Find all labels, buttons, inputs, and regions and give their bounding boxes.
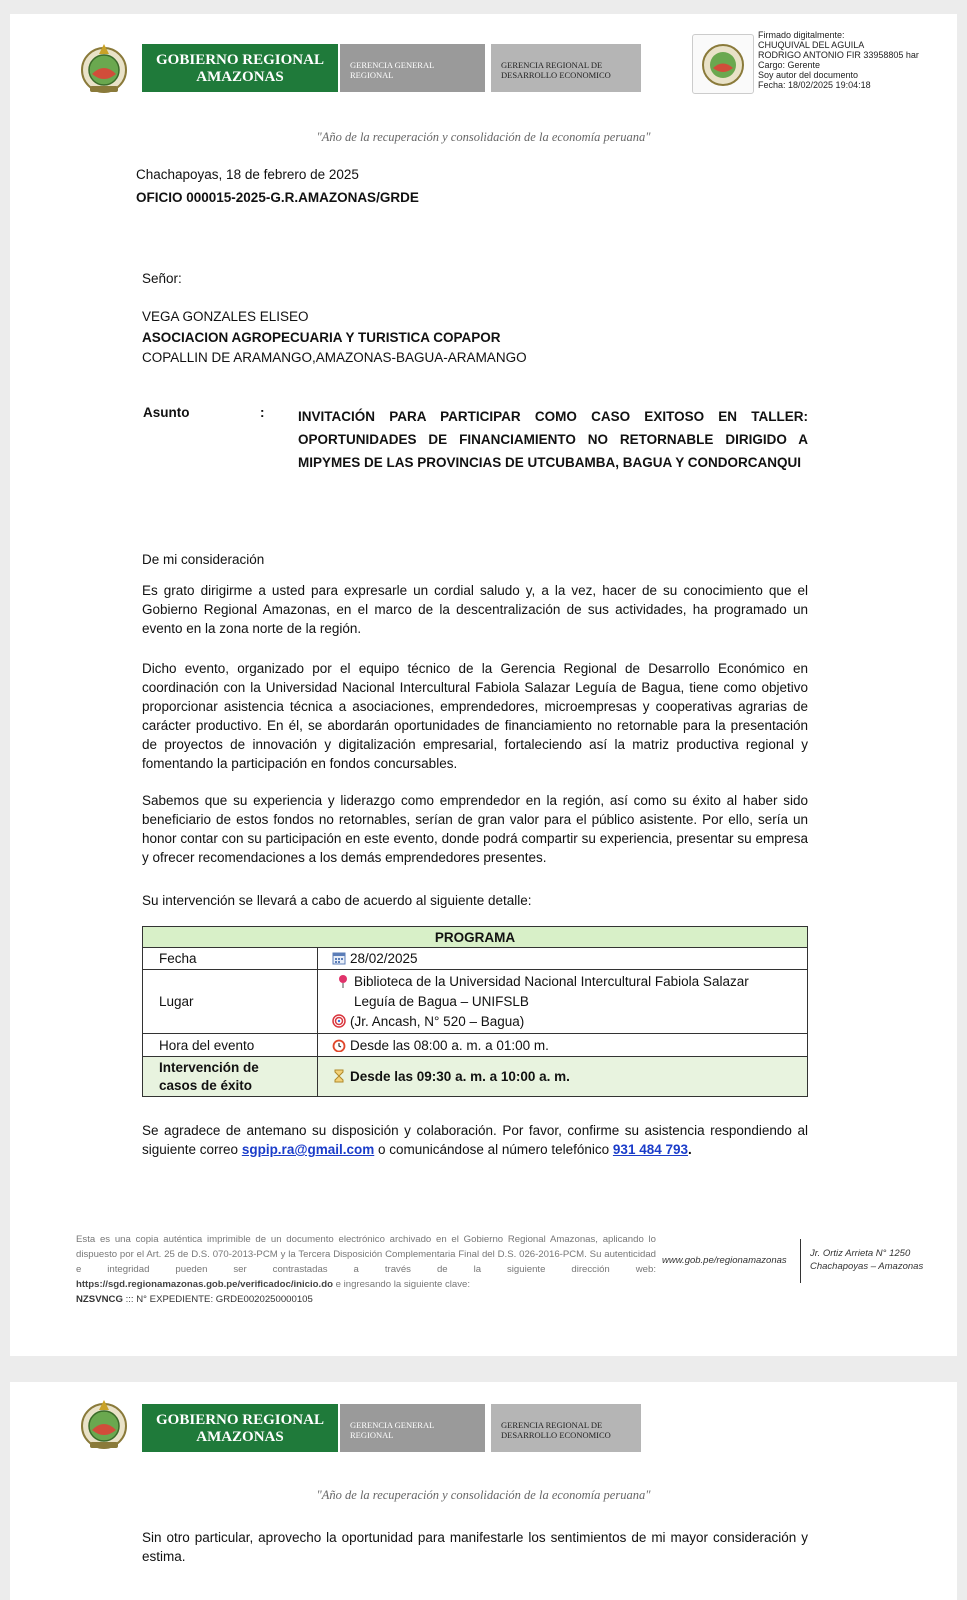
- verify-url-link[interactable]: https://sgd.regionamazonas.gob.pe/verificadoc/inicio.do: [76, 1279, 333, 1290]
- header-dept-general-line1: GERENCIA GENERAL: [350, 1420, 435, 1430]
- intervention-label-line1: Intervención de: [159, 1059, 259, 1075]
- place-line-1-wrap: [332, 972, 807, 992]
- header-entity-line1: GOBIERNO REGIONAL: [156, 52, 324, 68]
- signature-seal-box: [692, 34, 754, 94]
- header-entity-line2: AMAZONAS: [196, 69, 284, 86]
- recipient-organization: ASOCIACION AGROPECUARIA Y TURISTICA COPAPOR: [142, 330, 501, 345]
- program-row-date: [143, 948, 808, 970]
- header-dept-economic: [491, 1404, 641, 1452]
- program-row-time: [143, 1034, 808, 1057]
- header-dept-general: [340, 44, 485, 92]
- verification-key: NZSVNCG: [76, 1294, 123, 1305]
- header-dept-general: [340, 1404, 485, 1452]
- closing-paragraph: [142, 1121, 808, 1159]
- subject-label: Asunto: [143, 405, 190, 420]
- header-entity-box: [142, 44, 338, 92]
- footer-address: [810, 1247, 923, 1273]
- authenticity-notice: [76, 1232, 656, 1307]
- place-label: Lugar: [143, 970, 318, 1034]
- signature-line: CHUQUIVAL DEL AGUILA: [758, 40, 865, 50]
- recipient-name: VEGA GONZALES ELISEO: [142, 309, 309, 324]
- expediente-number: ::: N° EXPEDIENTE: GRDE0020250000105: [122, 1294, 313, 1305]
- regional-seal-icon: [78, 1396, 130, 1452]
- program-row-place: [143, 970, 808, 1034]
- closing-text-2: o comunicándose al número telefónico: [374, 1142, 613, 1157]
- date-label: Fecha: [143, 948, 318, 970]
- time-value: Desde las 08:00 a. m. a 01:00 m.: [350, 1037, 549, 1053]
- intervention-label: [143, 1057, 318, 1097]
- regional-seal-icon: [78, 40, 130, 96]
- signature-line: Cargo: Gerente: [758, 60, 821, 70]
- recipient-address: COPALLIN DE ARAMANGO,AMAZONAS-BAGUA-ARAMANGO: [142, 350, 527, 365]
- document-page-1: [10, 14, 957, 1356]
- digital-signature-text: [758, 30, 919, 90]
- place-line-3: (Jr. Ancash, N° 520 – Bagua): [350, 1013, 525, 1029]
- hourglass-icon: [332, 1069, 346, 1083]
- header-dept-general-line1: GERENCIA GENERAL: [350, 60, 435, 70]
- location-pin-icon: [336, 974, 350, 988]
- signature-line: Fecha: 18/02/2025 19:04:18: [758, 80, 871, 90]
- footer-website[interactable]: www.gob.pe/regionamazonas: [662, 1255, 787, 1266]
- notice-text: Esta es una copia auténtica imprimible de un documento electrónico archivado en el Gobierno Regional Amazonas, aplicando lo dispuesto por el Art. 25 de D.S. 070-2013-PCM y la Tercera Disposición Complementaria Final del D.S. 026-2016-PCM. Su autenticidad e integridad pueden ser contrastadas a través de la siguiente dirección web:: [76, 1234, 656, 1275]
- calendar-icon: [332, 951, 346, 965]
- program-title: PROGRAMA: [143, 927, 808, 948]
- footer-address-line1: Jr. Ortiz Arrieta N° 1250: [810, 1248, 911, 1259]
- footer-divider: [800, 1239, 801, 1283]
- year-motto: "Año de la recuperación y consolidación de la economía peruana": [316, 1488, 651, 1502]
- contact-email-link[interactable]: sgpip.ra@gmail.com: [241, 1142, 375, 1157]
- intervention-label-line2: casos de éxito: [159, 1077, 253, 1093]
- subject-text: INVITACIÓN PARA PARTICIPAR COMO CASO EXITOSO EN TALLER: OPORTUNIDADES DE FINANCIAMIENTO NO RETORNABLE DIRIGIDO A MIPYMES DE LAS PROVINCIAS DE UTCUBAMBA, BAGUA Y CONDORCANQUI: [298, 409, 808, 470]
- notice-end-text: e ingresando la siguiente clave:: [332, 1279, 471, 1290]
- header-dept-economic-line1: GERENCIA REGIONAL DE: [501, 1420, 603, 1430]
- signature-line: Soy autor del documento: [758, 70, 859, 80]
- place-line-1: Biblioteca de la Universidad Nacional Intercultural Fabiola Salazar: [354, 973, 749, 989]
- alarm-clock-icon: [332, 1038, 346, 1052]
- signature-line: Firmado digitalmente:: [758, 30, 845, 40]
- date-value: 28/02/2025: [350, 951, 418, 966]
- closing-text-1: Se agradece de antemano su disposición y colaboración. Por favor, confirme su asistencia respondiendo al siguiente correo: [142, 1123, 808, 1157]
- header-dept-economic-line2: DESARROLLO ECONOMICO: [501, 1429, 611, 1440]
- header-dept-economic-line1: GERENCIA REGIONAL DE: [501, 60, 603, 70]
- header-entity-line1: GOBIERNO REGIONAL: [156, 1412, 324, 1428]
- signature-line: RODRIGO ANTONIO FIR 33958805 har: [758, 50, 919, 60]
- intervention-cell: [318, 1057, 808, 1097]
- subject-colon: :: [260, 405, 265, 420]
- place-date: Chachapoyas, 18 de febrero de 2025: [136, 167, 359, 182]
- year-motto: "Año de la recuperación y consolidación de la economía peruana": [316, 130, 651, 144]
- header-entity-box: [142, 1404, 338, 1452]
- contact-phone-link[interactable]: 931 484 793: [612, 1142, 688, 1157]
- footer-address-line2: Chachapoyas – Amazonas: [810, 1261, 924, 1272]
- document-page-2: [10, 1382, 957, 1600]
- header-entity-line2: AMAZONAS: [196, 1429, 284, 1446]
- intervention-value: Desde las 09:30 a. m. a 10:00 a. m.: [350, 1069, 570, 1084]
- header-dept-economic: [491, 44, 641, 92]
- paragraph-1: Es grato dirigirme a usted para expresarle un cordial saludo y, a la vez, hacer de su conocimiento que el Gobierno Regional Amazonas, en el marco de la descentralización de sus actividades, ha programado un evento en la zona norte de la región.: [142, 583, 808, 636]
- time-label: Hora del evento: [143, 1034, 318, 1057]
- document-reference: OFICIO 000015-2025-G.R.AMAZONAS/GRDE: [136, 190, 419, 205]
- paragraph-2: Dicho evento, organizado por el equipo técnico de la Gerencia Regional de Desarrollo Económico en coordinación con la Universidad Nacional Intercultural Fabiola Salazar Leguía de Bagua, tiene como objetivo proporcionar asistencia técnica a asociaciones, emprendedores, microempresas y cooperativas agrarias de carácter productivo. En él, se abordarán oportunidades de financiamiento no retornable para la presentación de proyectos de innovación y digitalización empresarial, fortaleciendo así la matriz productiva regional y fomentando la participación en fondos concursables.: [142, 661, 808, 771]
- header-dept-general-line2: REGIONAL: [350, 69, 394, 80]
- header-dept-general-line2: REGIONAL: [350, 1429, 394, 1440]
- place-cell: [318, 970, 808, 1034]
- program-table: [142, 926, 808, 1097]
- place-line-3-wrap: [332, 1012, 807, 1032]
- program-row-intervention: [143, 1057, 808, 1097]
- header-dept-economic-line2: DESARROLLO ECONOMICO: [501, 69, 611, 80]
- paragraph-4: Su intervención se llevará a cabo de acuerdo al siguiente detalle:: [142, 893, 532, 908]
- program-header-row: [143, 927, 808, 948]
- page2-closing-paragraph: Sin otro particular, aprovecho la oportunidad para manifestarle los sentimientos de mi mayor consideración y estima.: [142, 1530, 808, 1564]
- paragraph-3: Sabemos que su experiencia y liderazgo como emprendedor en la región, así como su éxito al haber sido beneficiario de estos fondos no retornables, serían de gran valor para el público asistente. Por ello, sería un honor contar con su participación en este evento, donde podrá compartir su experiencia, presentar su empresa y ofrecer recomendaciones a los demás emprendedores presentes.: [142, 793, 808, 865]
- greeting: De mi consideración: [142, 552, 265, 567]
- salutation: Señor:: [142, 271, 182, 286]
- date-cell: [318, 948, 808, 970]
- closing-text-3: .: [688, 1142, 692, 1157]
- signature-seal-icon: [693, 35, 753, 93]
- target-icon: [332, 1014, 346, 1028]
- time-cell: [318, 1034, 808, 1057]
- place-line-2: Leguía de Bagua – UNIFSLB: [354, 993, 529, 1009]
